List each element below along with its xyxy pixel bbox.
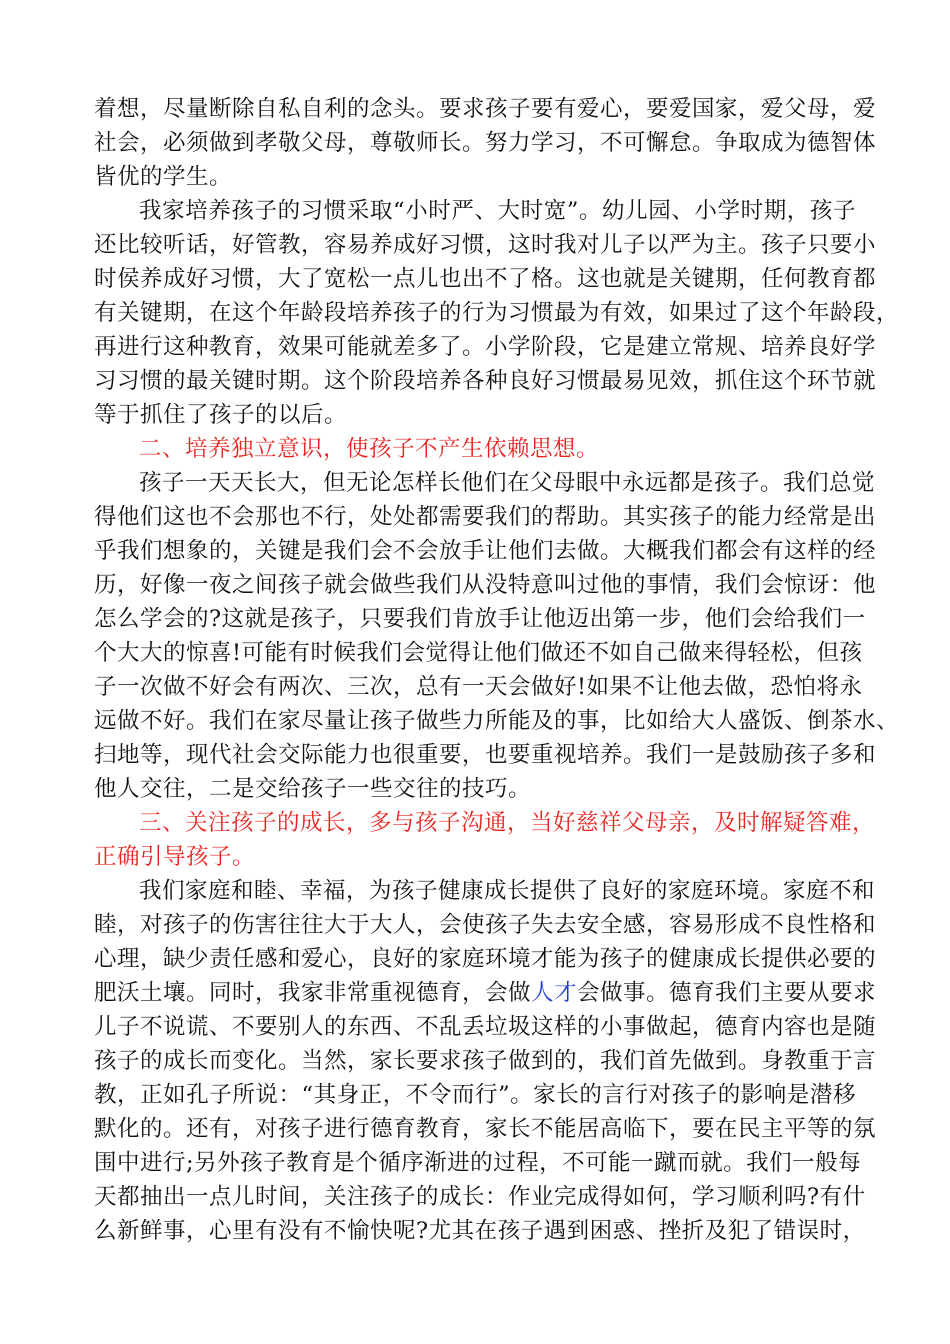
text-line: 默化的。还有，对孩子进行德育教育，家长不能居高临下，要在民主平等的氛	[94, 1116, 877, 1142]
text-line: 子一次做不好会有两次、三次，总有一天会做好!如果不让他去做，恐怕将永	[94, 674, 863, 700]
text-line: 么新鲜事，心里有没有不愉快呢?尤其在孩子遇到困惑、挫折及犯了错误时，	[94, 1218, 866, 1244]
heading-line: 二、培养独立意识，使孩子不产生依赖思想。	[139, 436, 600, 462]
text-line: 天都抽出一点儿时间，关注孩子的成长：作业完成得如何，学习顺利吗?有什	[94, 1184, 866, 1210]
text-line: 等于抓住了孩子的以后。	[94, 402, 348, 428]
text-line: 有关键期，在这个年龄段培养孩子的行为习惯最为有效，如果过了这个年龄段，	[94, 300, 900, 326]
text-line: 时侯养成好习惯，大了宽松一点儿也出不了格。这也就是关键期，任何教育都	[94, 266, 877, 292]
text-line: 着想，尽量断除自私自利的念头。要求孩子要有爱心，要爱国家，爱父母，爱	[94, 96, 877, 122]
text-line: 远做不好。我们在家尽量让孩子做些力所能及的事，比如给大人盛饭、倒茶水、	[94, 708, 900, 734]
text-line: 孩子的成长而变化。当然，家长要求孩子做到的，我们首先做到。身教重于言	[94, 1048, 877, 1074]
section-heading-2	[94, 432, 856, 466]
document-page	[94, 92, 900, 1248]
text-line: 扫地等，现代社会交际能力也很重要，也要重视培养。我们一是鼓励孩子多和	[94, 742, 877, 768]
text-line: 我家培养孩子的习惯采取“小时严、大时宽”。幼儿园、小学时期，孩子	[139, 198, 856, 224]
text-line: 睦，对孩子的伤害往往大于大人，会使孩子失去安全感，容易形成不良性格和	[94, 912, 877, 938]
inline-link[interactable]: 人才	[531, 980, 578, 1006]
text-line: 个大大的惊喜!可能有时候我们会觉得让他们做还不如自己做来得轻松，但孩	[94, 640, 863, 666]
text-line: 教，正如孔子所说：“其身正，不令而行”。家长的言行对孩子的影响是潜移	[94, 1082, 856, 1108]
text-line: 心理，缺少责任感和爱心，良好的家庭环境才能为孩子的健康成长提供必要的	[94, 946, 877, 972]
paragraph-habits	[94, 194, 900, 432]
text-line: 我们家庭和睦、幸福，为孩子健康成长提供了良好的家庭环境。家庭不和	[139, 878, 876, 904]
text-line: 得他们这也不会那也不行，处处都需要我们的帮助。其实孩子的能力经常是出	[94, 504, 877, 530]
text-line: 历，好像一夜之间孩子就会做些我们从没特意叫过他的事情，我们会惊讶：他	[94, 572, 877, 598]
section-heading-3	[94, 806, 876, 874]
paragraph-family	[94, 874, 877, 1248]
text-line: 孩子一天天长大，但无论怎样长他们在父母眼中永远都是孩子。我们总觉	[139, 470, 876, 496]
text-line: 习习惯的最关键时期。这个阶段培养各种良好习惯最易见效，抓住这个环节就	[94, 368, 877, 394]
text-line: 社会，必须做到孝敬父母，尊敬师长。努力学习，不可懈怠。争取成为德智体	[94, 130, 877, 156]
paragraph-continued	[94, 92, 877, 194]
text-line: 围中进行;另外孩子教育是个循序渐进的过程，不可能一蹴而就。我们一般每	[94, 1150, 862, 1176]
text-line-with-link: 肥沃土壤。同时，我家非常重视德育，会做人才会做事。德育我们主要从要求	[94, 980, 877, 1006]
text-line: 再进行这种教育，效果可能就差多了。小学阶段，它是建立常规、培养良好学	[94, 334, 877, 360]
text-line: 儿子不说谎、不要别人的东西、不乱丢垃圾这样的小事做起，德育内容也是随	[94, 1014, 877, 1040]
text-line: 怎么学会的?这就是孩子，只要我们肯放手让他迈出第一步，他们会给我们一	[94, 606, 866, 632]
text-line: 乎我们想象的，关键是我们会不会放手让他们去做。大概我们都会有这样的经	[94, 538, 877, 564]
text-line: 皆优的学生。	[94, 164, 233, 190]
paragraph-independence	[94, 466, 900, 806]
heading-line: 正确引导孩子。	[94, 844, 256, 870]
text-line: 他人交往，二是交给孩子一些交往的技巧。	[94, 776, 532, 802]
heading-line: 三、关注孩子的成长，多与孩子沟通，当好慈祥父母亲，及时解疑答难，	[139, 810, 876, 836]
text-line: 还比较听话，好管教，容易养成好习惯，这时我对儿子以严为主。孩子只要小	[94, 232, 877, 258]
